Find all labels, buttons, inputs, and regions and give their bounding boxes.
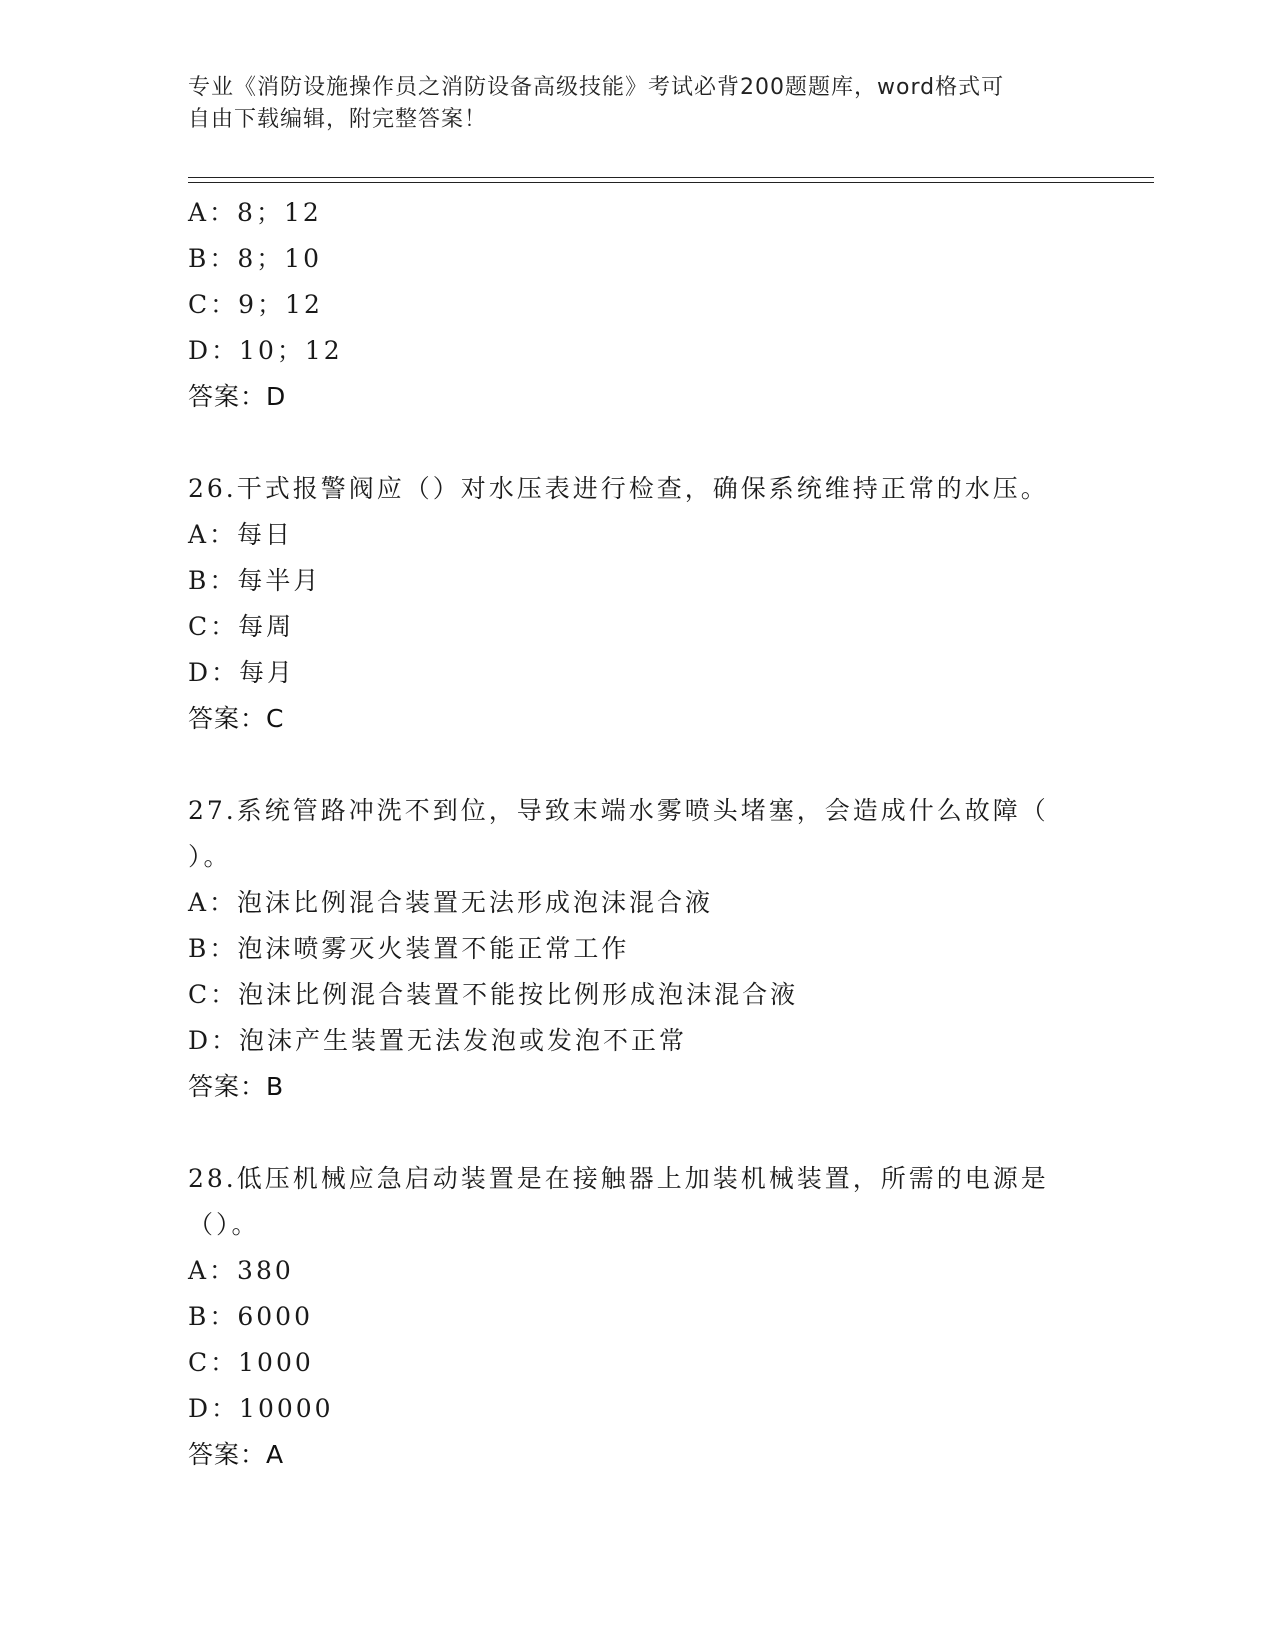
option-d: D：每月 — [188, 658, 296, 687]
option-a: A：泡沫比例混合装置无法形成泡沫混合液 — [188, 888, 714, 917]
answer-line: 答案：C — [188, 704, 285, 733]
option-b: B：6000 — [188, 1302, 313, 1331]
answer-line: 答案：D — [188, 382, 287, 411]
option-c: C：1000 — [188, 1348, 314, 1377]
question-text: 26.干式报警阀应（）对水压表进行检查，确保系统维持正常的水压。 — [188, 474, 1049, 503]
question-26 — [188, 466, 1088, 742]
spacer — [188, 742, 1088, 788]
answer-line: 答案：B — [188, 1072, 285, 1101]
option-b: B：8；10 — [188, 244, 323, 273]
option-d: D：泡沫产生装置无法发泡或发泡不正常 — [188, 1026, 688, 1055]
question-text: 28.低压机械应急启动装置是在接触器上加装机械装置，所需的电源是 — [188, 1164, 1049, 1193]
question-25-continued — [188, 190, 1088, 420]
question-text-continued: （）。 — [188, 1210, 260, 1239]
question-28 — [188, 1156, 1088, 1478]
document-header — [188, 72, 1088, 136]
question-text: 27.系统管路冲洗不到位，导致末端水雾喷头堵塞，会造成什么故障（ — [188, 796, 1049, 825]
question-list — [188, 190, 1088, 1478]
question-text-continued: ）。 — [188, 842, 232, 871]
header-line-1: 专业《消防设施操作员之消防设备高级技能》考试必背200题题库，word格式可 — [188, 75, 1005, 100]
option-c: C：每周 — [188, 612, 295, 641]
option-b: B：泡沫喷雾灭火装置不能正常工作 — [188, 934, 630, 963]
option-a: A：每日 — [188, 520, 294, 549]
header-line-2: 自由下载编辑，附完整答案！ — [188, 107, 488, 132]
option-a: A：8；12 — [188, 198, 322, 227]
question-27 — [188, 788, 1088, 1110]
spacer — [188, 1110, 1088, 1156]
answer-line: 答案：A — [188, 1440, 285, 1469]
option-b: B：每半月 — [188, 566, 322, 595]
header-divider-bottom — [188, 182, 1154, 183]
option-d: D：10；12 — [188, 336, 343, 365]
header-divider-top — [188, 177, 1154, 178]
spacer — [188, 420, 1088, 466]
option-d: D：10000 — [188, 1394, 334, 1423]
option-c: C：9；12 — [188, 290, 323, 319]
option-c: C：泡沫比例混合装置不能按比例形成泡沫混合液 — [188, 980, 799, 1009]
option-a: A：380 — [188, 1256, 294, 1285]
